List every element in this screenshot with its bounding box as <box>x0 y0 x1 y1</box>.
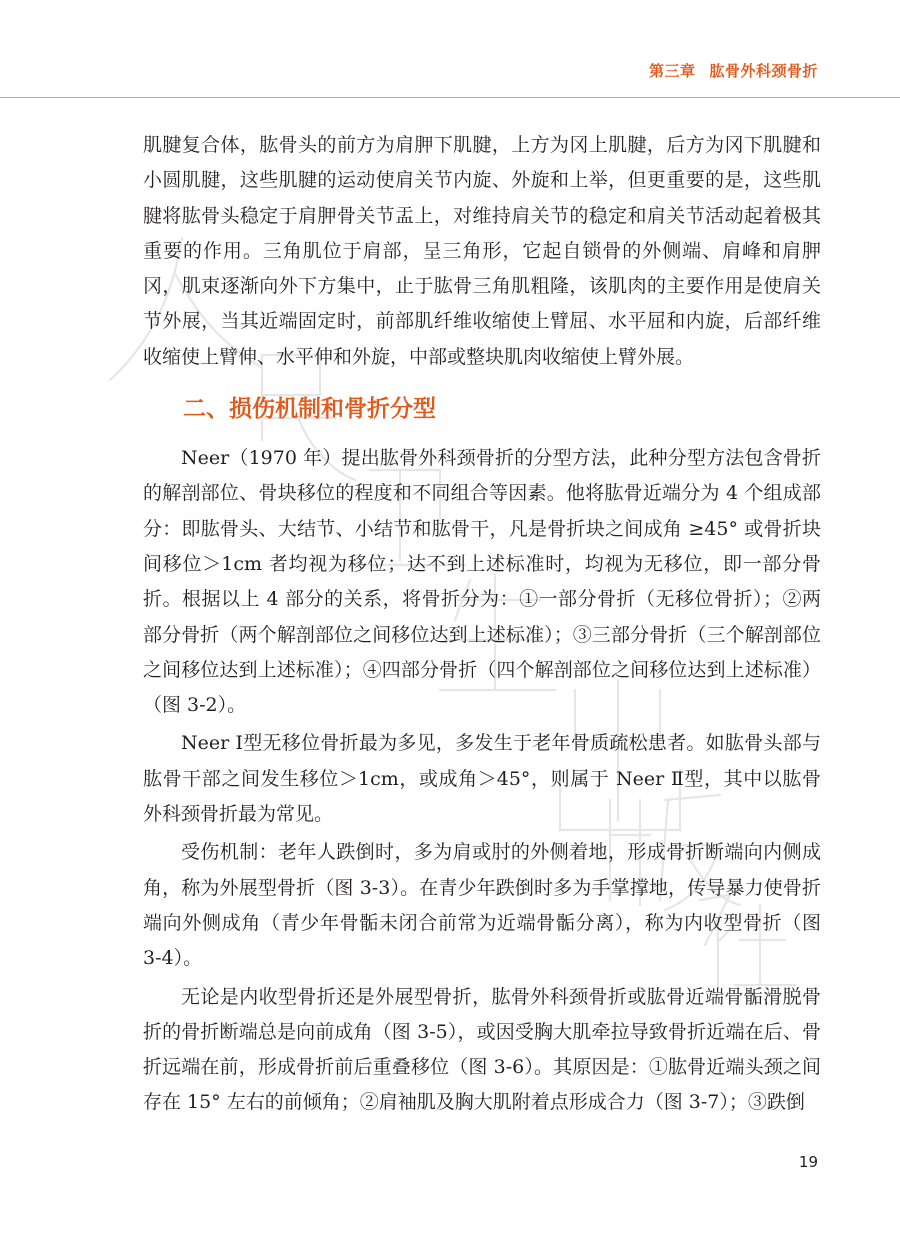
section-heading: 二、损伤机制和骨折分型 <box>183 396 436 423</box>
paragraph-neer-classification: Neer（1970 年）提出肱骨外科颈骨折的分型方法，此种分型方法包含骨折的解剖部位、骨块移位的程度和不同组合等因素。他将肱骨近端分为 4 个组成部分：即肱骨头、大结节、小结节和肱骨干，凡是骨折块之间成角 ≥45° 或骨折块间移位＞1cm 者均视为移位；达不到上述标准时，均视为无移位，即一部分骨折。根据以上 4 部分的关系，将骨折分为：①一部分骨折（无移位骨折）；②两部分骨折（两个解剖部位之间移位达到上述标准）；③三部分骨折（三个解剖部位之间移位达到上述标准）；④四部分骨折（四个解剖部位之间移位达到上述标准）（图 3-2）。 <box>143 447 821 717</box>
header-rule <box>0 97 900 98</box>
paragraph-rotator-cuff-deltoid: 肌腱复合体，肱骨头的前方为肩胛下肌腱，上方为冈上肌腱，后方为冈下肌腱和小圆肌腱，这些肌腱的运动使肩关节内旋、外旋和上举，但更重要的是，这些肌腱将肱骨头稳定于肩胛骨关节盂上，对维持肩关节的稳定和肩关节活动起着极其重要的作用。三角肌位于肩部，呈三角形，它起自锁骨的外侧端、肩峰和肩胛冈，肌束逐渐向外下方集中，止于肱骨三角肌粗隆，该肌肉的主要作用是使肩关节外展，当其近端固定时，前部肌纤维收缩使上臂屈、水平屈和内旋，后部纤维收缩使上臂伸、水平伸和外旋，中部或整块肌肉收缩使上臂外展。 <box>143 134 821 368</box>
page-number: 19 <box>798 1153 818 1171</box>
header-title: 肱骨外科颈骨折 <box>709 62 818 80</box>
paragraph-injury-mechanism: 受伤机制：老年人跌倒时，多为肩或肘的外侧着地，形成骨折断端向内侧成角，称为外展型骨折（图 3-3）。在青少年跌倒时多为手掌撑地，传导暴力使骨折端向外侧成角（青少年骨骺未闭合前常为近端骨骺分离），称为内收型骨折（图 3-4）。 <box>143 841 821 970</box>
paragraph-neer-types: Neer Ⅰ型无移位骨折最为多见，多发生于老年骨质疏松患者。如肱骨头部与肱骨干部之间发生移位＞1cm，或成角＞45°，则属于 Neer Ⅱ型，其中以肱骨外科颈骨折最为常见。 <box>143 732 821 826</box>
page-body <box>143 128 821 1121</box>
header-chapter: 第三章 <box>648 62 696 80</box>
running-header <box>649 60 818 81</box>
paragraph-angulation-causes: 无论是内收型骨折还是外展型骨折，肱骨外科颈骨折或肱骨近端骨骺滑脱骨折的骨折断端总是向前成角（图 3-5），或因受胸大肌牵拉导致骨折近端在后、骨折远端在前，形成骨折前后重叠移位（图 3-6）。其原因是：①肱骨近端头颈之间存在 15° 左右的前倾角；②肩袖肌及胸大肌附着点形成合力（图 3-7）；③跌倒 <box>143 985 821 1114</box>
